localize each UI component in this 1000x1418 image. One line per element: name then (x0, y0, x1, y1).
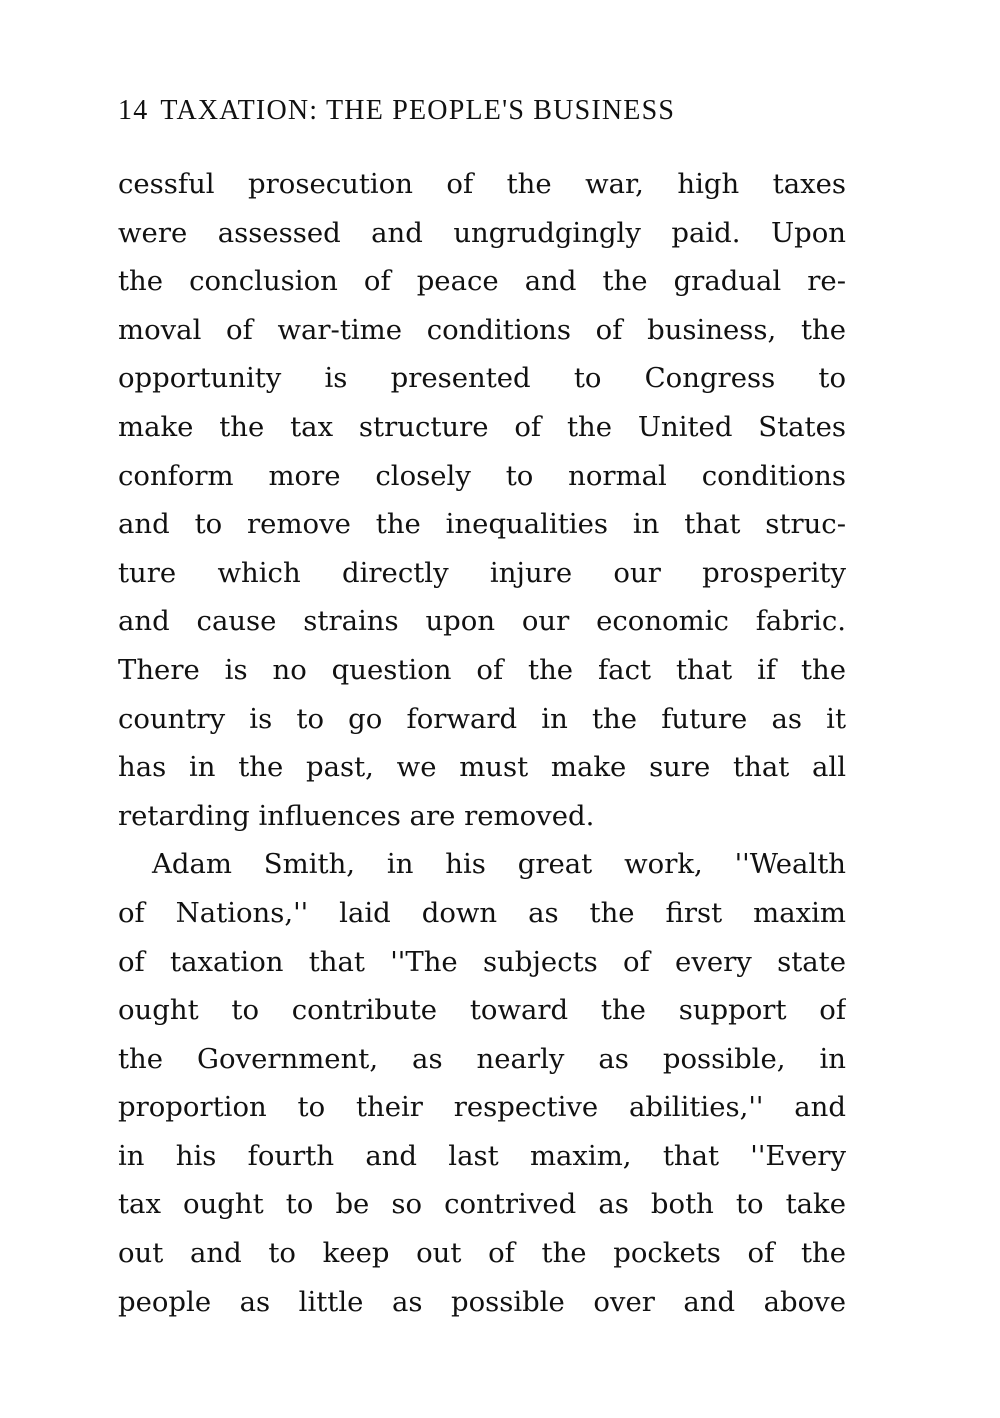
text-line: in his fourth and last maxim, that ''Every (118, 1139, 846, 1172)
text-line: conform more closely to normal conditions (118, 459, 846, 492)
text-line: the Government, as nearly as possible, in (118, 1042, 846, 1075)
text-line: of Nations,'' laid down as the first maxim (118, 896, 846, 929)
text-line: and cause strains upon our economic fabric. (118, 605, 846, 638)
paragraph-2 (118, 840, 846, 1326)
text-line: ture which directly injure our prosperity (118, 556, 846, 589)
page-number: 14 (118, 95, 149, 126)
running-header (118, 94, 848, 128)
running-title: TAXATION: THE PEOPLE'S BUSINESS (160, 95, 676, 126)
text-line: out and to keep out of the pockets of the (118, 1237, 846, 1270)
text-line: retarding influences are removed. (118, 799, 595, 832)
text-line: the conclusion of peace and the gradual re- (118, 265, 846, 298)
paragraph-1 (118, 160, 846, 840)
text-line: tax ought to be so contrived as both to take (118, 1188, 846, 1221)
text-line: has in the past, we must make sure that all (118, 751, 846, 784)
body-text (118, 160, 846, 1326)
text-line: proportion to their respective abilities,'' and (118, 1091, 846, 1124)
text-line: of taxation that ''The subjects of every state (118, 945, 846, 978)
text-line: country is to go forward in the future as it (118, 702, 846, 735)
text-line: people as little as possible over and above (118, 1285, 846, 1318)
text-line: make the tax structure of the United States (118, 410, 846, 443)
text-line: were assessed and ungrudgingly paid. Upon (118, 216, 846, 249)
text-line: and to remove the inequalities in that struc- (118, 508, 846, 541)
text-line: ought to contribute toward the support of (118, 994, 846, 1027)
text-line: opportunity is presented to Congress to (118, 362, 846, 395)
text-line: cessful prosecution of the war, high taxes (118, 168, 846, 200)
text-line: There is no question of the fact that if the (118, 653, 846, 686)
text-line: moval of war-time conditions of business, the (118, 313, 846, 346)
text-line: Adam Smith, in his great work, ''Wealth (152, 848, 846, 881)
